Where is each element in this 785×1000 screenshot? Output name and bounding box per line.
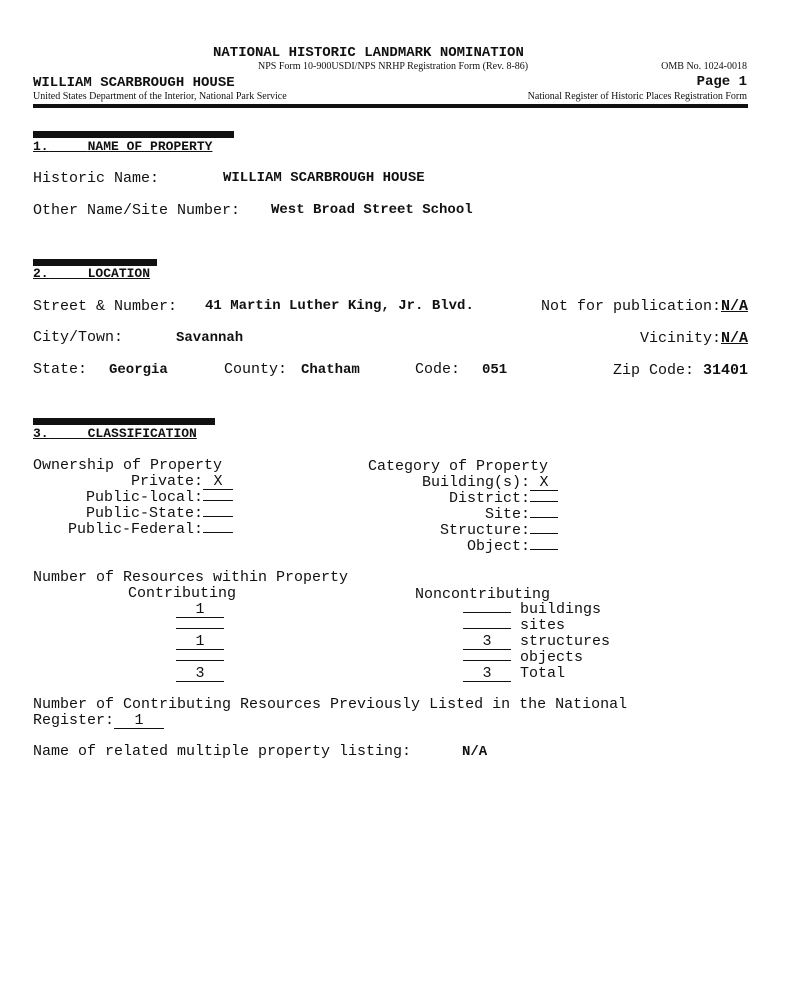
resource-row-objects [176,649,224,666]
category-district [449,490,558,507]
zip-value: 31401 [702,362,748,379]
category-building [422,474,558,491]
ownership-private [131,473,233,490]
category-object-value [530,549,558,550]
vicinity-label: Vicinity: [639,330,721,347]
county-value: Chatham [301,362,360,378]
resource-row-structures [176,633,224,650]
resource-row-buildings [176,601,224,618]
form-subtitle: NPS Form 10-900USDI/NPS NRHP Registration Form (Rev. 8-86) [258,61,529,72]
register-line: National Register of Historic Places Registration Form [527,91,747,102]
section3-heading [33,426,197,441]
ownership-public-federal [68,521,233,538]
noncontributing-buildings [463,601,601,618]
vicinity-value: N/A [720,330,748,347]
category-site [485,506,558,523]
register-label: Register: [33,712,115,729]
state-value: Georgia [109,362,168,378]
category-site-label: Site: [484,506,530,523]
ownership-public-local [86,489,233,506]
resource-type-structures: structures [520,633,611,650]
noncontributing-label: Noncontributing [415,586,551,603]
department-line: United States Department of the Interior, National Park Service [33,91,287,102]
category-object [467,538,558,555]
related-listing-value: N/A [462,744,488,760]
section1-heading [33,139,212,154]
city-value: Savannah [176,330,244,346]
noncontributing-structures [463,633,610,650]
prev-listed-text: Number of Contributing Resources Previously Listed in the National [33,696,628,713]
section1-bar [33,131,234,138]
section3-bar [33,418,215,425]
historic-name-label: Historic Name: [33,170,160,187]
other-name-label: Other Name/Site Number: [33,202,241,219]
register-value: 1 [114,714,164,729]
ownership-public-state-value [203,516,233,517]
ownership-public-state [86,505,233,522]
noncontributing-total-value: 3 [463,667,511,682]
contributing-buildings-value: 1 [176,603,224,618]
noncontributing-sites-value [463,628,511,629]
ownership-public-federal-label: Public-Federal: [67,521,203,538]
noncontributing-buildings-value [463,612,511,613]
noncontributing-sites [463,617,565,634]
noncontributing-total [463,665,565,682]
resource-type-sites: sites [520,617,566,634]
not-for-publication [541,298,748,315]
noncontributing-objects [463,649,583,666]
resource-type-objects: objects [520,649,584,666]
ownership-public-state-label: Public-State: [85,505,203,522]
street-value: 41 Martin Luther King, Jr. Blvd. [205,298,474,314]
category-structure [440,522,558,539]
ownership-label: Ownership of Property [33,457,223,474]
category-district-value [530,501,558,502]
resource-row-sites [176,617,224,634]
vicinity [640,330,748,347]
section1-number: 1. [33,139,49,154]
section2-bar [33,259,157,266]
section1-title: NAME OF PROPERTY [87,139,213,154]
contributing-objects-value [176,660,224,661]
not-pub-value: N/A [720,298,748,315]
ownership-public-local-label: Public-local: [85,489,203,506]
category-building-value: X [530,476,558,491]
state-label: State: [33,361,88,378]
category-district-label: District: [448,490,530,507]
section2-number: 2. [33,266,49,281]
zip-label: Zip Code: [612,362,694,379]
section2-heading [33,266,150,281]
category-structure-value [530,533,558,534]
category-site-value [530,517,558,518]
code-label: Code: [415,361,461,378]
section3-number: 3. [33,426,49,441]
form-title: NATIONAL HISTORIC LANDMARK NOMINATION [213,45,524,61]
register-line-field [33,712,164,729]
other-name-value: West Broad Street School [271,202,473,218]
contributing-structures-value: 1 [176,635,224,650]
omb-number: OMB No. 1024-0018 [661,61,747,72]
category-building-label: Building(s): [421,474,530,491]
resources-label: Number of Resources within Property [33,569,349,586]
ownership-public-local-value [203,500,233,501]
not-pub-label: Not for publication: [540,298,721,315]
section2-title: LOCATION [87,266,151,281]
contributing-label: Contributing [128,585,237,602]
resource-type-total: Total [520,665,566,682]
county-label: County: [224,361,288,378]
category-structure-label: Structure: [439,522,530,539]
code-value: 051 [482,362,508,378]
resource-row-total [176,665,224,682]
related-listing-label: Name of related multiple property listing: [33,743,412,760]
ownership-private-value: X [203,475,233,490]
header-rule [33,104,748,108]
section3-title: CLASSIFICATION [87,426,197,441]
contributing-total-value: 3 [176,667,224,682]
category-label: Category of Property [368,458,549,475]
street-label: Street & Number: [33,298,178,315]
resource-type-buildings: buildings [520,601,602,618]
contributing-sites-value [176,628,224,629]
property-title: WILLIAM SCARBROUGH HOUSE [33,75,235,91]
page-label: Page 1 [696,74,747,90]
historic-name-value: WILLIAM SCARBROUGH HOUSE [223,170,425,186]
noncontributing-structures-value: 3 [463,635,511,650]
zip [613,362,748,379]
noncontributing-objects-value [463,660,511,661]
category-object-label: Object: [466,538,530,555]
ownership-private-label: Private: [130,473,203,490]
ownership-public-federal-value [203,532,233,533]
city-label: City/Town: [33,329,124,346]
